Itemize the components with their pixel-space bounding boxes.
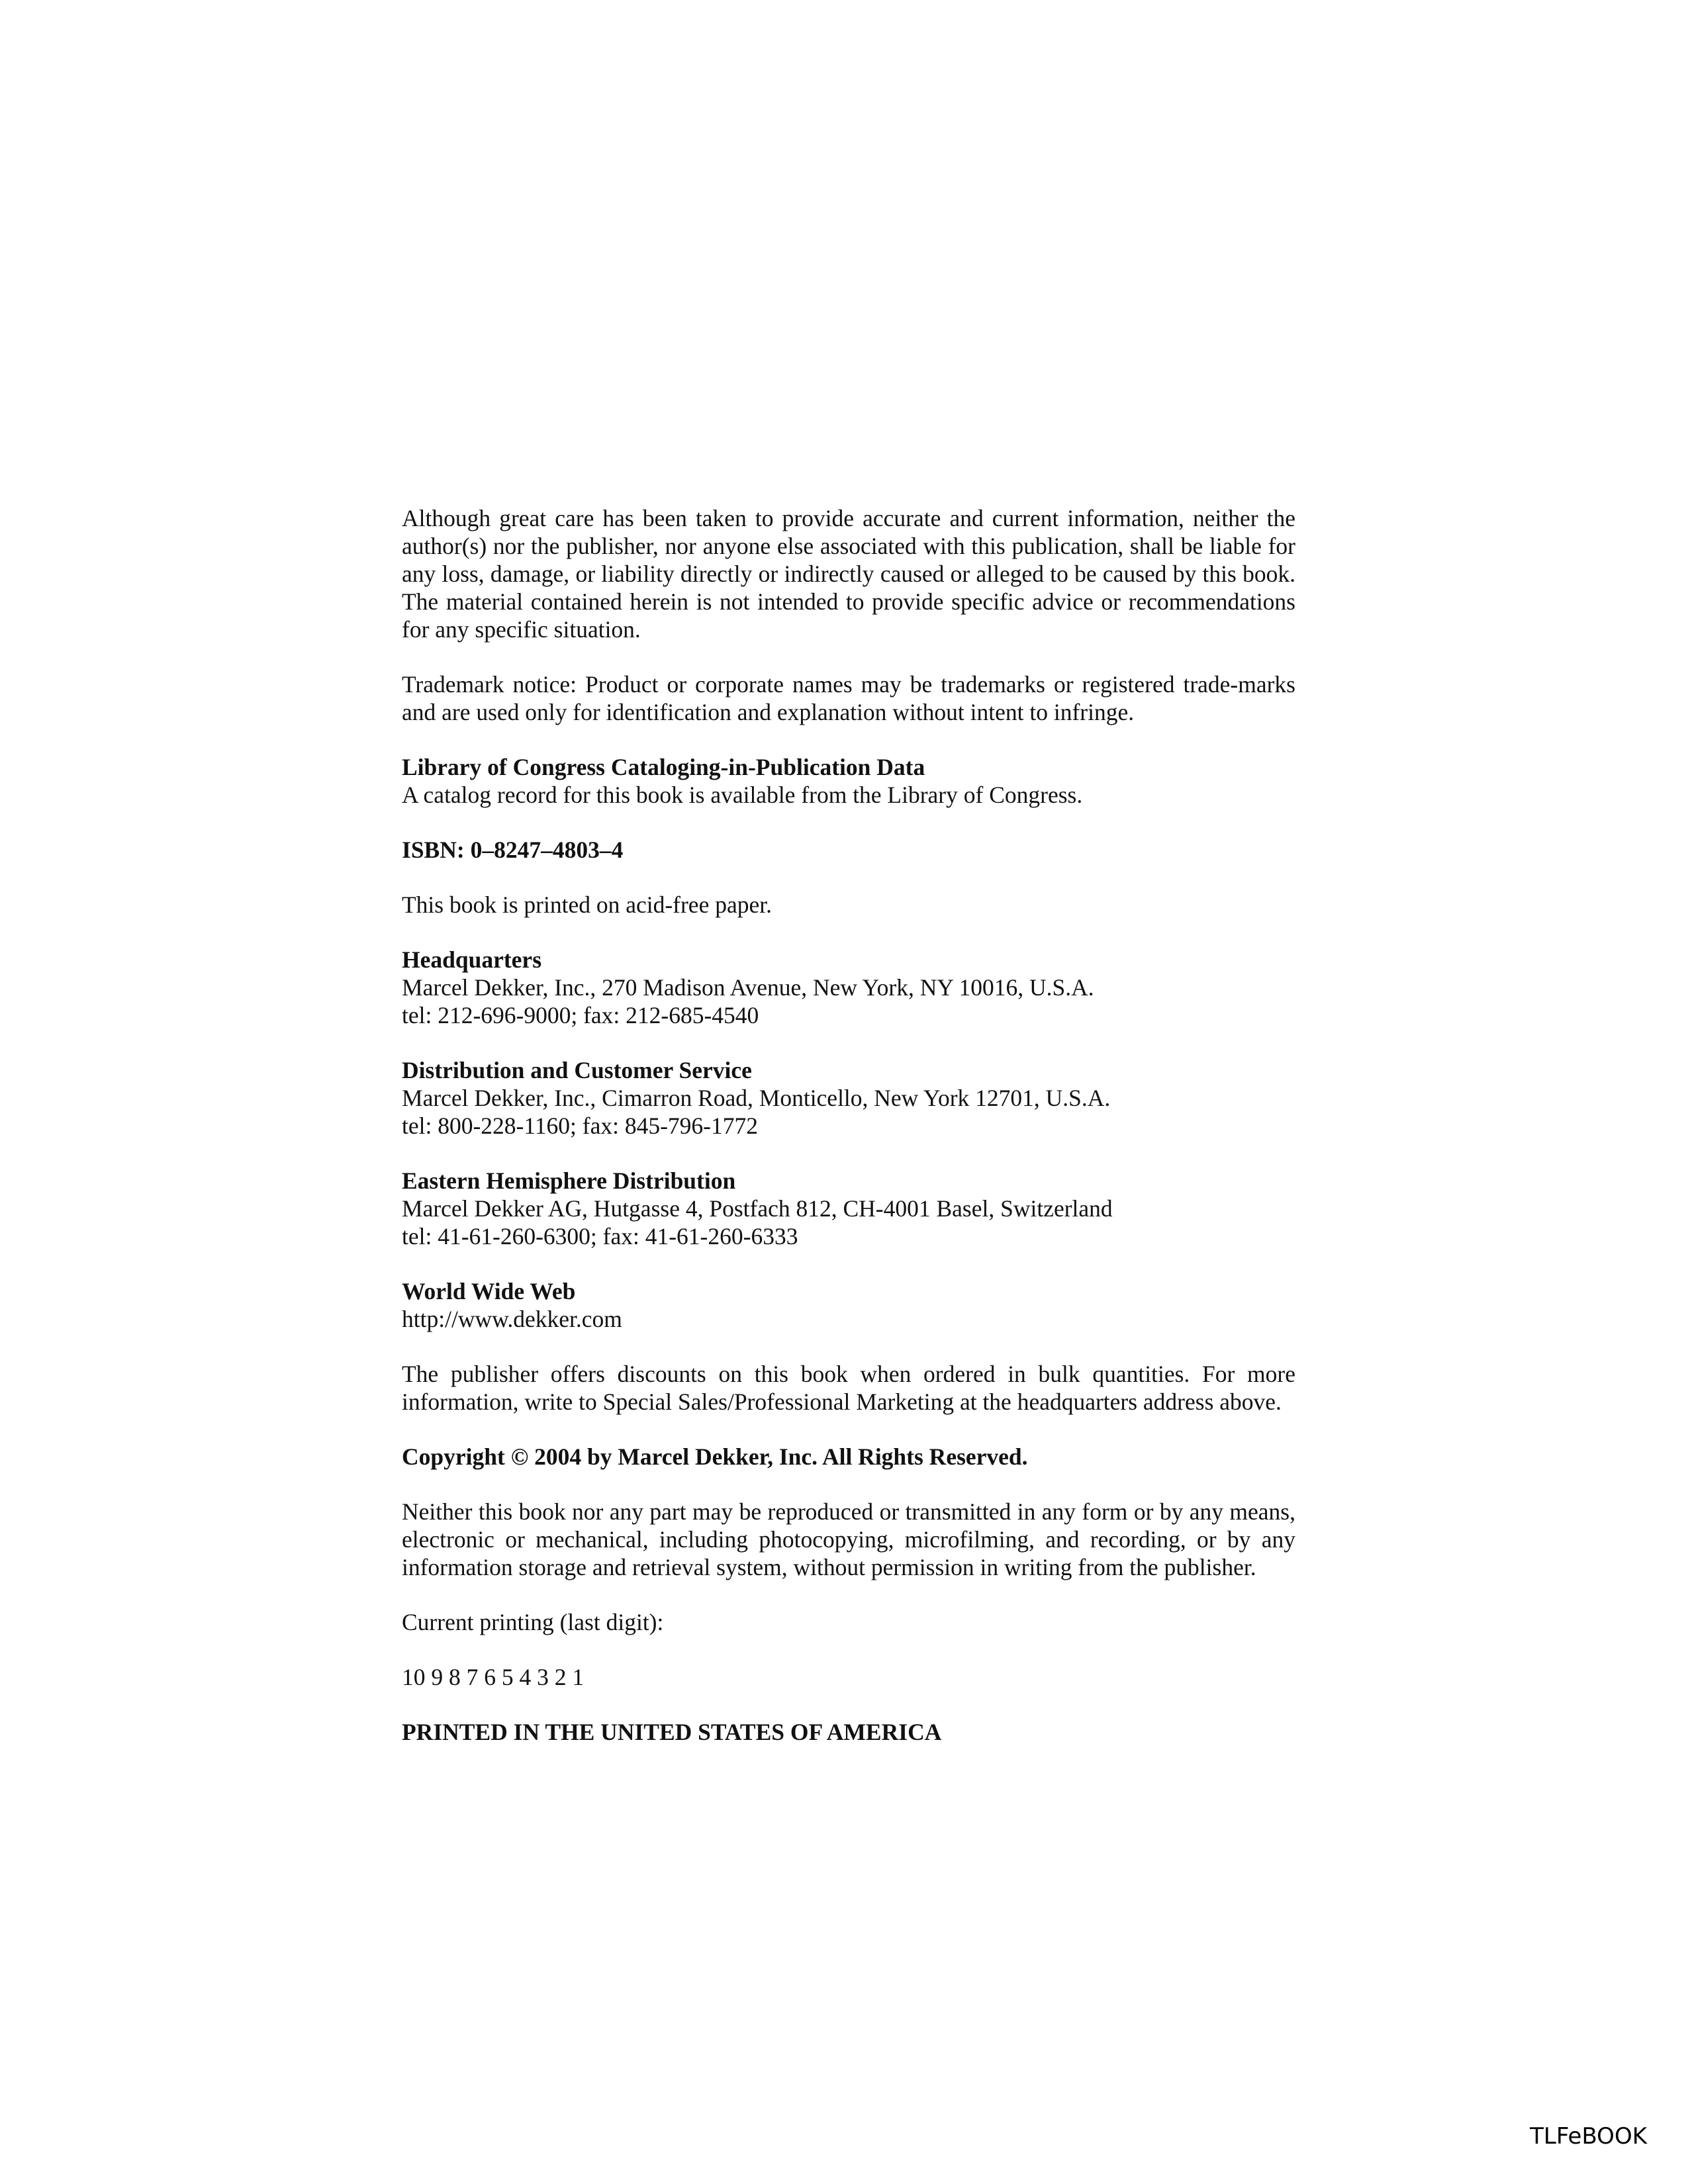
headquarters-block — [402, 946, 1295, 1029]
printing-label-block — [402, 1608, 1295, 1636]
copyright-line: Copyright © 2004 by Marcel Dekker, Inc. All Rights Reserved. — [402, 1443, 1028, 1470]
headquarters-contact: tel: 212-696-9000; fax: 212-685-4540 — [402, 1002, 759, 1028]
distribution-address: Marcel Dekker, Inc., Cimarron Road, Monticello, New York 12701, U.S.A. — [402, 1085, 1111, 1111]
printed-in: PRINTED IN THE UNITED STATES OF AMERICA — [402, 1719, 942, 1745]
distribution-heading: Distribution and Customer Service — [402, 1057, 752, 1083]
isbn-block — [402, 836, 1295, 864]
disclaimer-paragraph: Although great care has been taken to provide accurate and current information, neither the author(s) nor the publisher, nor anyone else associated with this publication, shall be liable for any loss, damage, or liability directly or indirectly caused or alleged to be caused by this book. The material contained herein is not intended to provide specific advice or recommendations for any specific situation. — [402, 505, 1295, 643]
distribution-contact: tel: 800-228-1160; fax: 845-796-1772 — [402, 1113, 758, 1139]
copyright-page — [402, 504, 1295, 1773]
isbn: ISBN: 0–8247–4803–4 — [402, 837, 624, 863]
discounts-paragraph: The publisher offers discounts on this book when ordered in bulk quantities. For more information, write to Special Sales/Professional Marketing at the headquarters address above. — [402, 1361, 1295, 1415]
web-heading: World Wide Web — [402, 1278, 576, 1304]
trademark-notice: Trademark notice: Product or corporate names may be trademarks or registered trade-marks and are used only for identification and explanation without intent to infringe. — [402, 671, 1295, 725]
paper-note: This book is printed on acid-free paper. — [402, 891, 772, 918]
printing-digits: 10 9 8 7 6 5 4 3 2 1 — [402, 1664, 585, 1690]
headquarters-heading: Headquarters — [402, 946, 542, 973]
cip-heading: Library of Congress Cataloging-in-Publication Data — [402, 754, 925, 780]
cip-block — [402, 753, 1295, 809]
watermark-text: TLFeBOOK — [1530, 2123, 1647, 2150]
eastern-heading: Eastern Hemisphere Distribution — [402, 1167, 736, 1194]
distribution-block — [402, 1056, 1295, 1140]
paper-note-block — [402, 891, 1295, 919]
printing-label: Current printing (last digit): — [402, 1609, 664, 1635]
cip-text: A catalog record for this book is available from the Library of Congress. — [402, 782, 1083, 808]
reproduction-notice: Neither this book nor any part may be reproduced or transmitted in any form or by any means, electronic or mechanical, including photocopying, microfilming, and recording, or by any information storage and retrieval system, without permission in writing from the publisher. — [402, 1498, 1295, 1580]
eastern-block — [402, 1167, 1295, 1250]
copyright-block — [402, 1443, 1295, 1471]
printed-in-block — [402, 1718, 1295, 1746]
web-block — [402, 1277, 1295, 1333]
eastern-address: Marcel Dekker AG, Hutgasse 4, Postfach 812, CH-4001 Basel, Switzerland — [402, 1195, 1113, 1222]
web-url: http://www.dekker.com — [402, 1306, 622, 1332]
eastern-contact: tel: 41-61-260-6300; fax: 41-61-260-6333 — [402, 1223, 798, 1250]
printing-digits-block — [402, 1663, 1295, 1691]
headquarters-address: Marcel Dekker, Inc., 270 Madison Avenue, New York, NY 10016, U.S.A. — [402, 974, 1094, 1001]
